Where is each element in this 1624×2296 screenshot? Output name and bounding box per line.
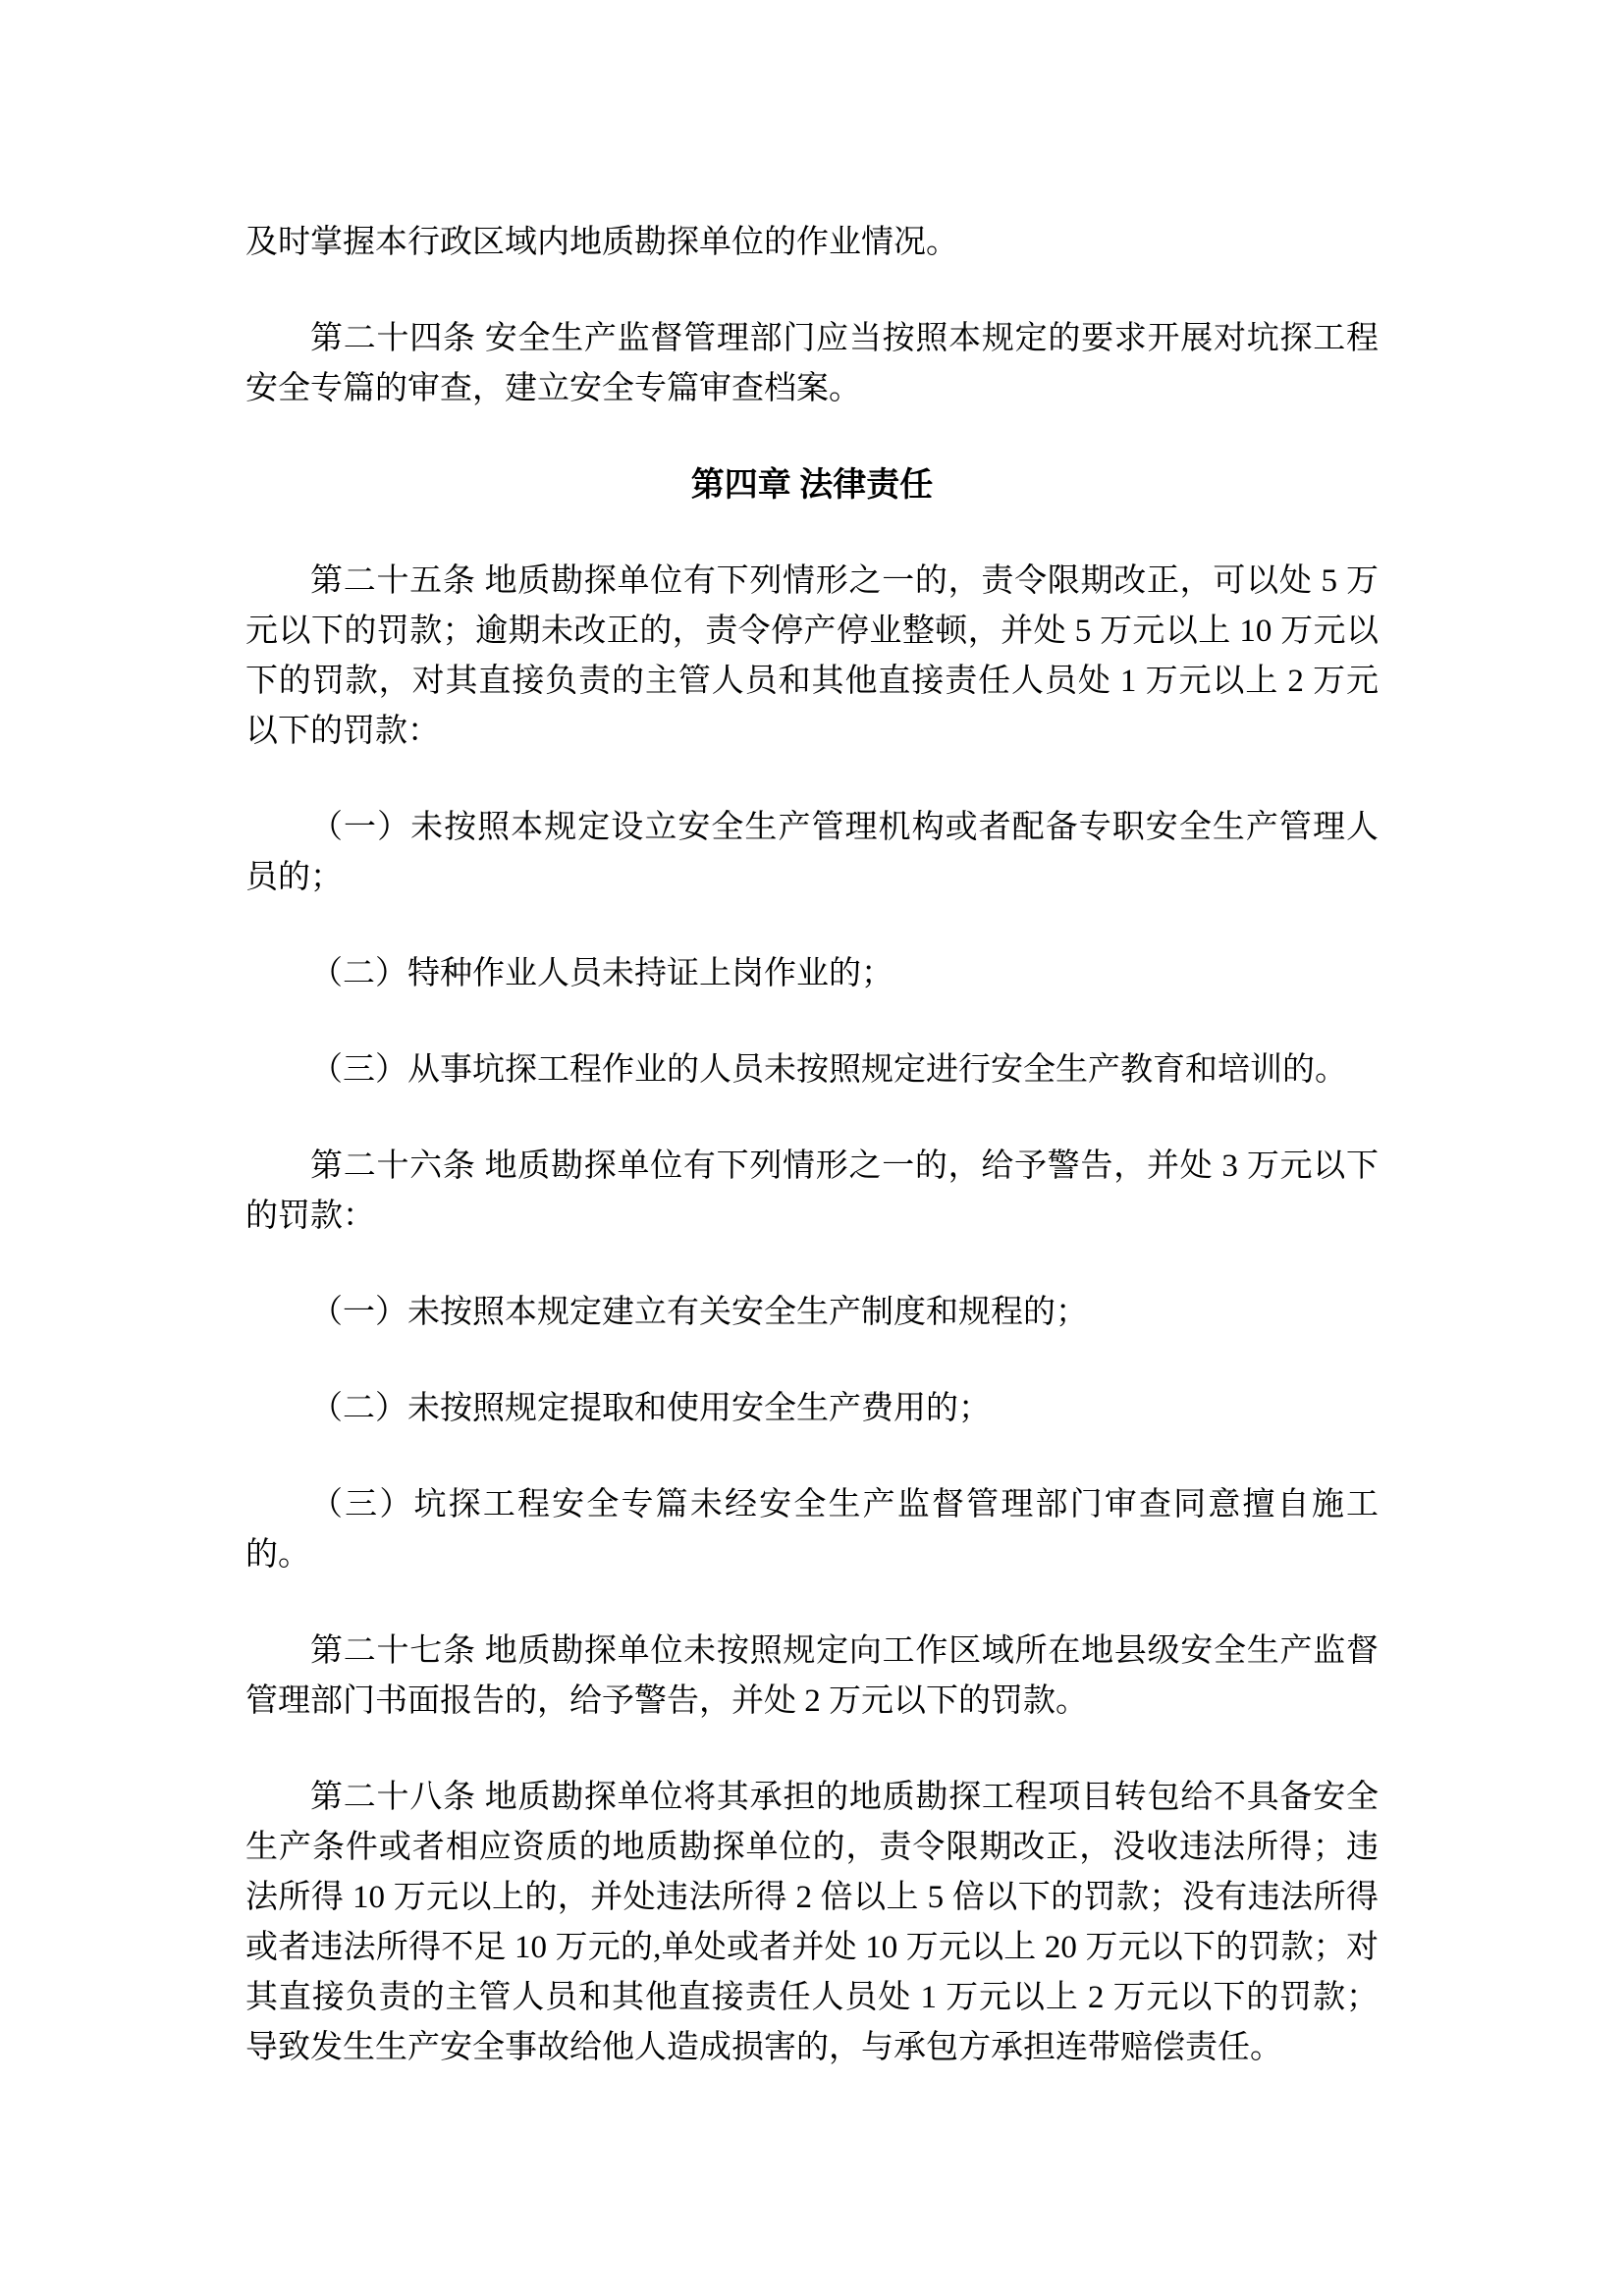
paragraph-article-25-item-1: （一）未按照本规定设立安全生产管理机构或者配备专职安全生产管理人员的； [245, 810, 1379, 895]
chapter-heading: 第四章 法律责任 [690, 467, 934, 504]
paragraph-article-25: 第二十五条 地质勘探单位有下列情形之一的，责令限期改正，可以处 5 万元以下的罚款；逾期未改正的，责令停产停业整顿，并处 5 万元以上 10 万元以下的罚款，对其直接负责的主管人员和其他直接责任人员处 1 万元以上 2 万元以下的罚款： [245, 563, 1379, 749]
paragraph-continuation: 及时掌握本行政区域内地质勘探单位的作业情况。 [245, 225, 958, 260]
paragraph-article-26-item-3: （三）坑探工程安全专篇未经安全生产监督管理部门审查同意擅自施工的。 [245, 1487, 1379, 1573]
paragraph-article-25-item-3: （三）从事坑探工程作业的人员未按照规定进行安全生产教育和培训的。 [310, 1052, 1347, 1088]
paragraph-article-26: 第二十六条 地质勘探单位有下列情形之一的，给予警告，并处 3 万元以下的罚款： [245, 1148, 1379, 1234]
paragraph-article-28: 第二十八条 地质勘探单位将其承担的地质勘探工程项目转包给不具备安全生产条件或者相应资质的地质勘探单位的，责令限期改正，没收违法所得；违法所得 10 万元以上的，并处违法所得 2 倍以上 5 倍以下的罚款；没有违法所得或者违法所得不足 10 万元的,单处或者并处 10 万元以上 20 万元以下的罚款；对其直接负责的主管人员和其他直接责任人员处 1 万元以上 2 万元以下的罚款；导致发生生产安全事故给他人造成损害的，与承包方承担连带赔偿责任。 [245, 1780, 1379, 2065]
paragraph-article-26-item-1: （一）未按照本规定建立有关安全生产制度和规程的； [310, 1295, 1088, 1330]
paragraph-article-25-item-2: （二）特种作业人员未持证上岗作业的； [310, 956, 893, 991]
paragraph-article-24: 第二十四条 安全生产监督管理部门应当按照本规定的要求开展对坑探工程安全专篇的审查，建立安全专篇审查档案。 [245, 321, 1379, 406]
paragraph-article-26-item-2: （二）未按照规定提取和使用安全生产费用的； [310, 1391, 991, 1426]
paragraph-article-27: 第二十七条 地质勘探单位未按照规定向工作区域所在地县级安全生产监督管理部门书面报告的，给予警告，并处 2 万元以下的罚款。 [245, 1633, 1379, 1719]
